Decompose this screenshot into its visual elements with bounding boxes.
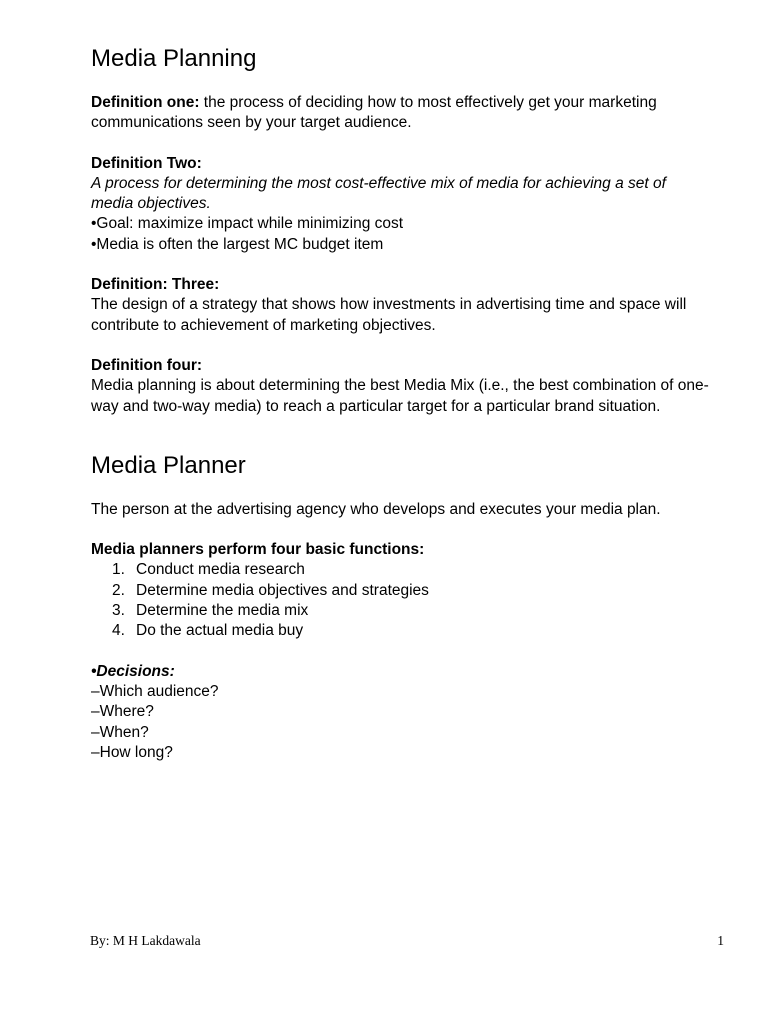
decision-item: –How long?: [91, 743, 173, 761]
section-title-media-planner: Media Planner: [91, 451, 246, 479]
definition-two-bullet: •Media is often the largest MC budget item: [91, 235, 384, 253]
definition-three-text: The design of a strategy that shows how investments in advertising time and space will contribute to achievement of marketing objectives.: [91, 296, 687, 334]
list-item-number: 1.: [112, 561, 125, 579]
list-item-text: Determine media objectives and strategies: [136, 581, 429, 599]
decision-item: –Where?: [91, 703, 154, 721]
decision-item: –Which audience?: [91, 682, 219, 700]
definition-four-label: Definition four:: [91, 356, 203, 374]
decisions-label: •Decisions:: [91, 662, 175, 680]
functions-heading: Media planners perform four basic functions:: [91, 541, 425, 559]
definition-three-label: Definition: Three:: [91, 276, 220, 294]
definition-one-label: Definition one:: [91, 94, 200, 111]
list-item-text: Do the actual media buy: [136, 622, 304, 640]
definition-two-text: A process for determining the most cost-effective mix of media for achieving a set of media objectives.: [91, 174, 666, 213]
page-content: [91, 44, 711, 763]
definition-one-text: the process of deciding how to most effectively get your marketing communications seen by your target audience.: [91, 94, 657, 132]
media-planner-intro: The person at the advertising agency who develops and executes your media plan.: [91, 500, 661, 518]
page-number: 1: [717, 933, 724, 948]
definition-two-label: Definition Two:: [91, 154, 202, 172]
list-item-number: 2.: [112, 581, 125, 599]
definition-two-bullet: •Goal: maximize impact while minimizing cost: [91, 215, 404, 233]
decision-item: –When?: [91, 723, 149, 741]
list-item: [91, 601, 711, 621]
functions-list: [91, 560, 711, 641]
list-item-number: 3.: [112, 602, 125, 620]
list-item-text: Conduct media research: [136, 561, 305, 579]
definition-one: [91, 93, 711, 134]
footer-author: By: M H Lakdawala: [90, 933, 201, 948]
definition-four-text: Media planning is about determining the best Media Mix (i.e., the best combination of one-way and two-way media) to reach a particular target for a particular brand situation.: [91, 377, 709, 415]
section-title-media-planning: Media Planning: [91, 45, 257, 72]
list-item-number: 4.: [112, 622, 125, 640]
list-item: [91, 621, 711, 641]
list-item-text: Determine the media mix: [136, 602, 309, 620]
list-item: [91, 560, 711, 580]
list-item: [91, 581, 711, 601]
